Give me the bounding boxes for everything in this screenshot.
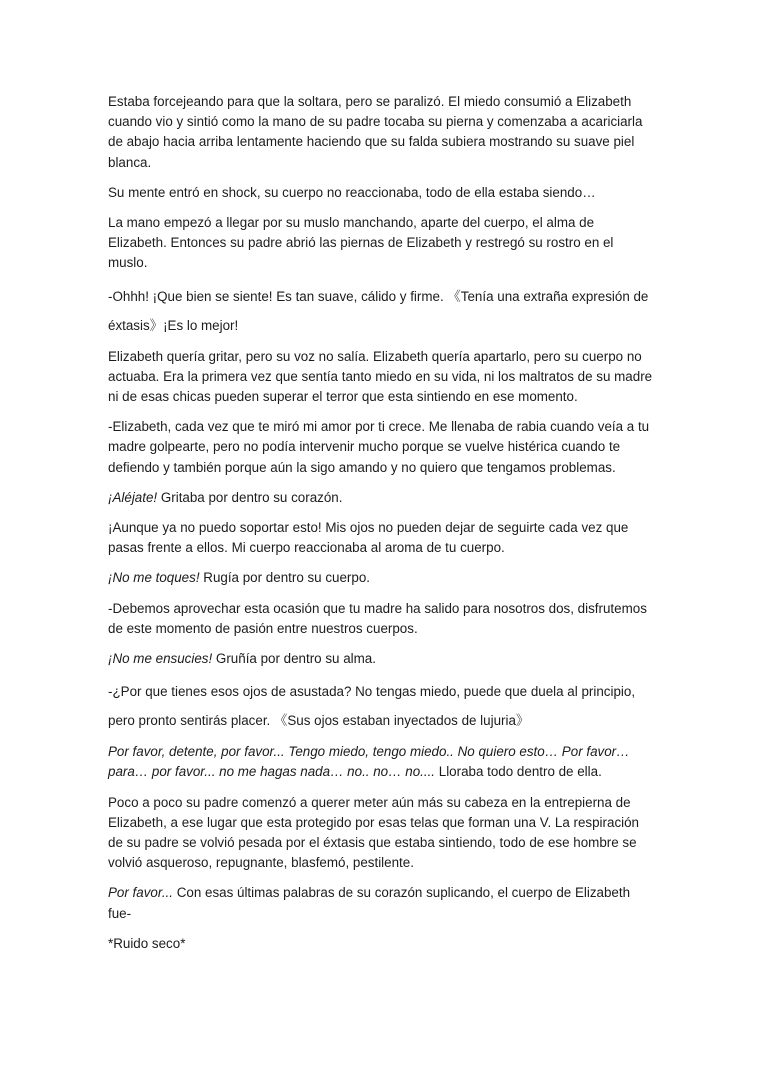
paragraph-4 <box>108 282 656 340</box>
paragraph-text: Lloraba todo dentro de ella. <box>435 764 602 780</box>
paragraph-text: Su mente entró en shock, su cuerpo no reaccionaba, todo de ella estaba siendo… <box>108 184 596 200</box>
italic-text: ¡No me toques! <box>108 570 200 586</box>
paragraph-7 <box>108 488 656 508</box>
paragraph-text: *Ruido seco* <box>108 935 186 951</box>
paragraph-text: ¡Aunque ya no puedo soportar esto! Mis ojos no pueden dejar de seguirte cada vez que pasas frente a ellos. Mi cuerpo reaccionaba al aroma de tu cuerpo. <box>108 520 629 556</box>
paragraph-text: Con esas últimas palabras de su corazón suplicando, el cuerpo de Elizabeth fue- <box>108 885 631 921</box>
paragraph-text: -Ohhh! ¡Que bien se siente! Es tan suave, cálido y firme. 《Tenía una extraña expresión de éxtasis》¡Es lo mejor! <box>108 288 649 333</box>
paragraph-10 <box>108 599 656 639</box>
paragraph-14 <box>108 793 656 874</box>
paragraph-15 <box>108 883 656 923</box>
document-page <box>108 92 656 964</box>
paragraph-3 <box>108 213 656 274</box>
paragraph-text: Estaba forcejeando para que la soltara, pero se paralizó. El miedo consumió a Elizabeth cuando vio y sintió como la mano de su padre tocaba su pierna y comenzaba a acariciarla de abajo hacia arriba lentamente haciendo que su falda subiera mostrando su suave piel blanca. <box>108 94 643 170</box>
paragraph-text: Gritaba por dentro su corazón. <box>157 489 343 505</box>
italic-text: Por favor, detente, por favor... Tengo miedo, tengo miedo.. No quiero esto… Por favor… para… por favor... no me hagas nada… no.. no… no.... <box>108 744 630 780</box>
paragraph-12 <box>108 677 656 735</box>
paragraph-text: -Debemos aprovechar esta ocasión que tu madre ha salido para nosotros dos, disfrutemos de este momento de pasión entre nuestros cuerpos. <box>108 600 647 636</box>
paragraph-text: La mano empezó a llegar por su muslo manchando, aparte del cuerpo, el alma de Elizabeth. Entonces su padre abrió las piernas de Elizabeth y restregó su rostro en el muslo. <box>108 215 614 271</box>
paragraph-2 <box>108 183 656 203</box>
paragraph-6 <box>108 417 656 478</box>
paragraph-1 <box>108 92 656 173</box>
paragraph-text: Poco a poco su padre comenzó a querer meter aún más su cabeza en la entrepierna de Elizabeth, a ese lugar que esta protegido por esas telas que forman una V. La respiración de su padre se volvió pesada por el éxtasis que estaba sintiendo, todo de ese hombre se volvió asqueroso, repugnante, blasfemó, pestilente. <box>108 794 640 871</box>
paragraph-text: Rugía por dentro su cuerpo. <box>199 570 371 586</box>
paragraph-16 <box>108 934 656 954</box>
paragraph-11 <box>108 649 656 669</box>
paragraph-text: Gruñía por dentro su alma. <box>212 651 376 667</box>
italic-text: Por favor... <box>108 885 173 901</box>
paragraph-9 <box>108 568 656 588</box>
paragraph-5 <box>108 347 656 408</box>
paragraph-text: -Elizabeth, cada vez que te miró mi amor por ti crece. Me llenaba de rabia cuando veía a tu madre golpearte, pero no podía intervenir mucho porque se vuelve histérica cuando te defiendo y también porque aún la sigo amando y no quiero que tengamos problemas. <box>108 419 650 475</box>
paragraph-13 <box>108 742 656 782</box>
italic-text: ¡Aléjate! <box>108 489 158 505</box>
paragraph-text: -¿Por que tienes esos ojos de asustada? No tengas miedo, puede que duela al principio, pero pronto sentirás placer. 《Sus ojos estaban inyectados de lujuria》 <box>108 684 636 729</box>
italic-text: ¡No me ensucies! <box>108 651 213 667</box>
paragraph-8 <box>108 518 656 558</box>
paragraph-text: Elizabeth quería gritar, pero su voz no salía. Elizabeth quería apartarlo, pero su cuerpo no actuaba. Era la primera vez que sentía tanto miedo en su vida, ni los maltratos de su madre ni de esas chicas pueden superar el terror que esta sintiendo en ese momento. <box>108 348 653 405</box>
